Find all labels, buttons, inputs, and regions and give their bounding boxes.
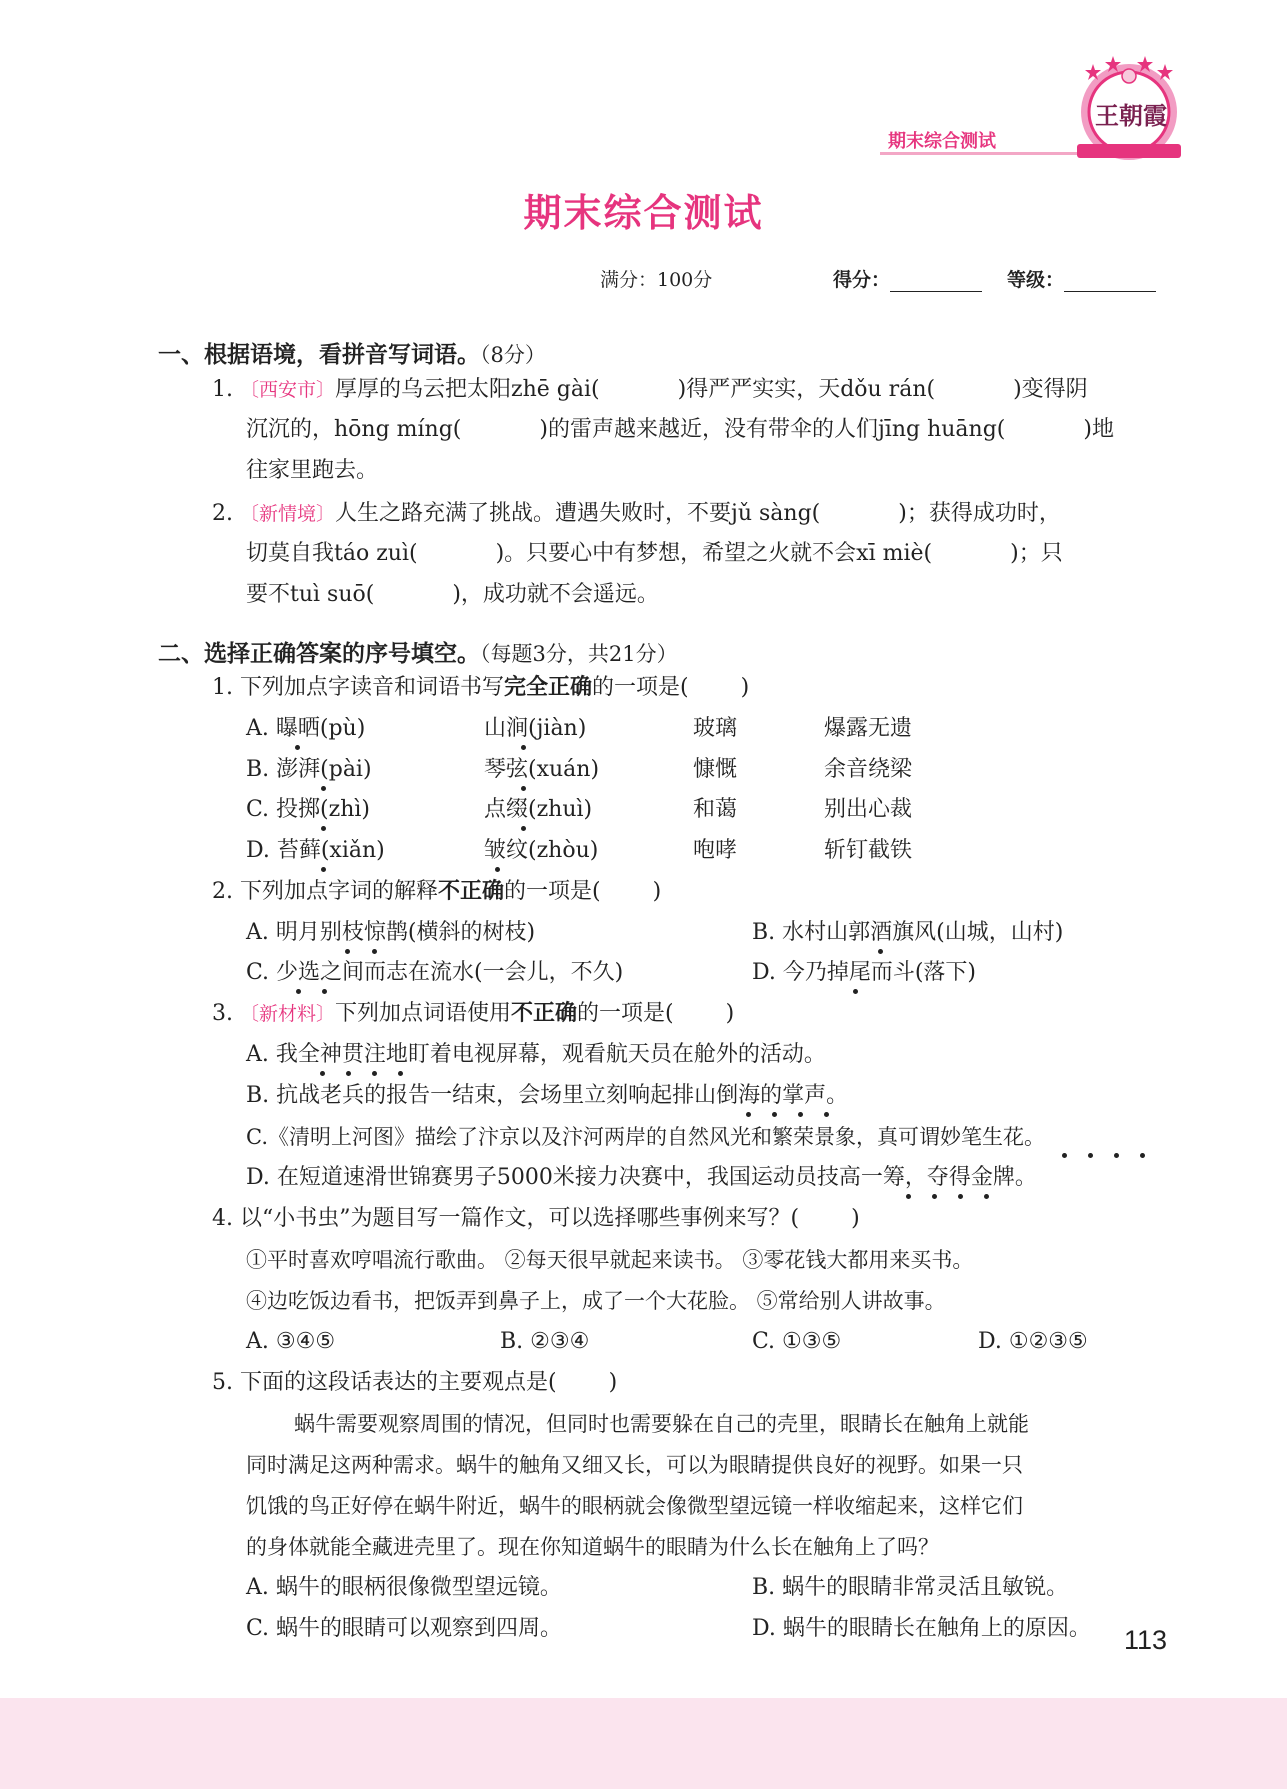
q3-opt-c[interactable]: C.《清明上河图》描绘了汴京以及汴河两岸的自然风光和繁荣景象，真可谓妙笔生花。 [246,1125,1045,1149]
emphasis-dot [1062,1153,1067,1158]
emphasis-dot [746,1112,751,1117]
q1-opt-b-word1[interactable]: B. 澎湃(pài) [246,757,372,782]
q2-opt-d[interactable]: D. 今乃掉尾而斗(落下) [752,960,977,985]
emphasis-dot [521,786,526,791]
s1-q1-line3: 往家里跑去。 [246,458,379,483]
full-score: 满分：100分 [600,269,713,291]
s2-q3-stem: 3. 〔新材料〕下列加点词语使用不正确的一项是( ) [212,1001,735,1026]
brand-badge-text: 王朝霞 [1095,101,1167,130]
emphasis-dot [296,989,301,994]
emphasis-dot [958,1194,963,1199]
s1-q1-line2: 沉沉的，hōng míng( )的雷声越来越近，没有带伞的人们jīng huāng( )地 [246,417,1114,442]
emphasis-dot [372,949,377,954]
q4-opt-b[interactable]: B. ②③④ [500,1329,590,1354]
emphasis-dot [320,1071,325,1076]
s1-q1-line1: 1. 〔西安市〕厚厚的乌云把太阳zhē gài( )得严严实实，天dǒu rán( )变得阴 [212,377,1088,402]
emphasis-dot [1114,1153,1119,1158]
q4-opt-c[interactable]: C. ①③⑤ [752,1329,842,1354]
q1-opt-c-word4: 别出心裁 [824,797,913,822]
emphasis-dot [345,949,350,954]
q4-items-line2: ④边吃饭边看书，把饭弄到鼻子上，成了一个大花脸。 ⑤常给别人讲故事。 [246,1289,946,1313]
tag-xian: 〔西安市〕 [240,379,336,401]
q3-opt-d[interactable]: D. 在短道速滑世锦赛男子5000米接力决赛中，我国运动员技高一筹，夺得金牌。 [246,1165,1037,1190]
emphasis-dot [984,1194,989,1199]
emphasis-dot [1140,1153,1145,1158]
q5-passage-line2: 同时满足这两种需求。蜗牛的触角又细又长，可以为眼睛提供良好的视野。如果一只 [246,1453,1023,1477]
q1-opt-b-word3: 慷慨 [693,757,738,782]
s2-q5-stem: 5. 下面的这段话表达的主要观点是( ) [212,1370,618,1395]
q2-opt-b[interactable]: B. 水村山郭酒旗风(山城，山村) [752,920,1064,945]
q5-opt-a[interactable]: A. 蜗牛的眼柄很像微型望远镜。 [246,1575,562,1600]
emphasis-dot [322,989,327,994]
q3-opt-a[interactable]: A. 我全神贯注地盯着电视屏幕，观看航天员在舱外的活动。 [246,1042,826,1067]
emphasis-dot [346,1071,351,1076]
emphasis-dot [372,1071,377,1076]
q1-opt-a-word2: 山涧(jiàn) [484,716,587,741]
emphasis-dot [772,1112,777,1117]
q5-opt-d[interactable]: D. 蜗牛的眼睛长在触角上的原因。 [752,1616,1091,1641]
header-section-label: 期末综合测试 [888,131,996,152]
emphasis-dot [295,745,300,750]
section1-heading: 一、根据语境，看拼音写词语。（8分） [158,342,546,368]
q1-opt-d-word1[interactable]: D. 苔藓(xiǎn) [246,838,385,863]
score-label: 得分： [833,269,891,291]
page-number: 113 [1124,1625,1168,1655]
q5-passage-line1: 蜗牛需要观察周围的情况，但同时也需要躲在自己的壳里，眼睛长在触角上就能 [294,1412,1029,1436]
q1-opt-d-word4: 斩钉截铁 [824,838,913,863]
s2-q1-stem: 1. 下列加点字读音和词语书写完全正确的一项是( ) [212,675,750,700]
brand-badge [1071,52,1187,164]
q1-opt-c-word3: 和蔼 [693,797,738,822]
q1-opt-c-word2: 点缀(zhuì) [484,797,593,822]
section2-heading: 二、选择正确答案的序号填空。（每题3分，共21分） [158,641,678,667]
emphasis-dot [521,745,526,750]
s1-q2-line2: 切莫自我táo zuì( )。只要心中有梦想，希望之火就不会xī miè( )；只 [246,541,1063,566]
emphasis-dot [853,989,858,994]
q1-opt-b-word2: 琴弦(xuán) [484,757,600,782]
q2-opt-c[interactable]: C. 少选之间而志在流水(一会儿，不久) [246,960,624,985]
grade-label: 等级： [1007,269,1065,291]
grade-field[interactable] [1007,265,1156,292]
page-title: 期末综合测试 [523,191,764,235]
emphasis-dot [1088,1153,1093,1158]
q5-passage-line4: 的身体就能全藏进壳里了。现在你知道蜗牛的眼睛为什么长在触角上了吗？ [246,1535,939,1559]
emphasis-dot [824,1112,829,1117]
q1-opt-a-word1[interactable]: A. 曝晒(pù) [246,716,366,741]
footer-band [0,1698,1287,1789]
emphasis-dot [521,826,526,831]
emphasis-dot [321,826,326,831]
q1-opt-d-word2: 皱纹(zhòu) [484,838,599,863]
emphasis-dot [932,1194,937,1199]
q1-opt-a-word4: 爆露无遗 [824,716,913,741]
q5-opt-c[interactable]: C. 蜗牛的眼睛可以观察到四周。 [246,1616,563,1641]
q1-opt-d-word3: 咆哮 [693,838,738,863]
s1-q2-line3: 要不tuì suō( )，成功就不会遥远。 [246,582,659,607]
tag-new-context: 〔新情境〕 [240,503,336,525]
s2-q2-stem: 2. 下列加点字词的解释不正确的一项是( ) [212,879,662,904]
tag-new-material: 〔新材料〕 [240,1003,336,1025]
q5-opt-b[interactable]: B. 蜗牛的眼睛非常灵活且敏锐。 [752,1575,1069,1600]
q3-opt-b[interactable]: B. 抗战老兵的报告一结束，会场里立刻响起排山倒海的掌声。 [246,1083,849,1108]
q5-passage-line3: 饥饿的鸟正好停在蜗牛附近，蜗牛的眼柄就会像微型望远镜一样收缩起来，这样它们 [246,1494,1023,1518]
q1-opt-b-word4: 余音绕梁 [824,757,913,782]
q4-opt-d[interactable]: D. ①②③⑤ [978,1329,1088,1354]
emphasis-dot [906,1194,911,1199]
q1-opt-a-word3: 玻璃 [693,716,738,741]
emphasis-dot [398,1071,403,1076]
q4-opt-a[interactable]: A. ③④⑤ [246,1329,336,1354]
q2-opt-a[interactable]: A. 明月别枝惊鹊(横斜的树枝) [246,920,536,945]
emphasis-dot [321,867,326,872]
emphasis-dot [321,786,326,791]
s2-q4-stem: 4. 以“小书虫”为题目写一篇作文，可以选择哪些事例来写？( ) [212,1206,860,1231]
emphasis-dot [495,867,500,872]
score-field[interactable] [833,265,982,292]
s1-q2-line1: 2. 〔新情境〕人生之路充满了挑战。遭遇失败时，不要jǔ sàng( )；获得成功时， [212,501,1061,526]
q4-items-line1: ①平时喜欢哼唱流行歌曲。 ②每天很早就起来读书。 ③零花钱大都用来买书。 [246,1248,974,1272]
q1-opt-c-word1[interactable]: C. 投掷(zhì) [246,797,370,822]
emphasis-dot [798,1112,803,1117]
emphasis-dot [878,949,883,954]
